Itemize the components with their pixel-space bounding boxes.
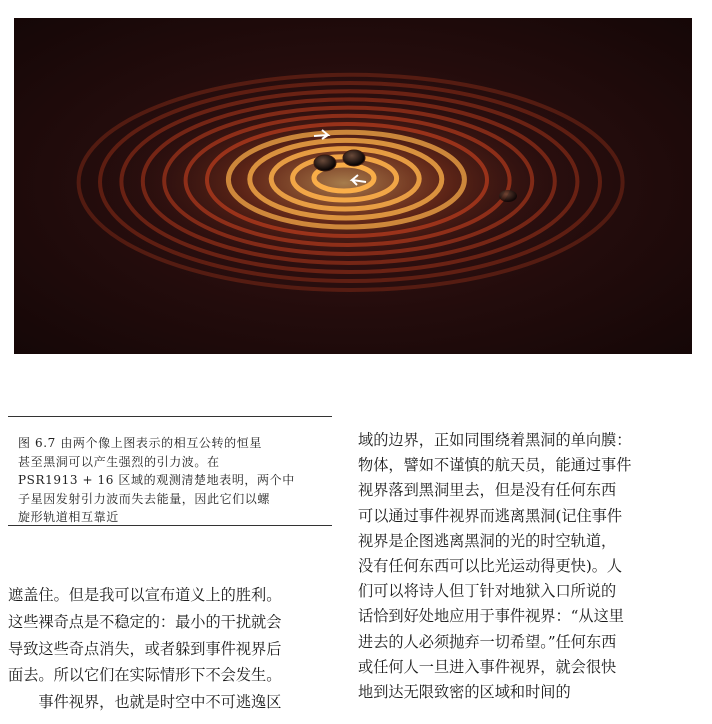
text-line: 进去的人必须抛弃一切希望。”任何东西: [358, 632, 617, 651]
text-line: 物体，譬如不谨慎的航天员，能通过事件: [358, 456, 632, 475]
caption-top-rule: [8, 416, 332, 417]
caption-line: 图 6.7 由两个像上图表示的相互公转的恒星: [18, 436, 262, 450]
body-text-right-column: [358, 428, 698, 705]
gravitational-wave-figure: [14, 18, 692, 354]
text-line: 视界是企图逃离黑洞的光的时空轨道，: [358, 531, 617, 550]
text-line: 域的边界，正如同围绕着黑洞的单向膜：: [358, 431, 632, 449]
caption-bottom-rule: [8, 525, 332, 526]
text-line: 事件视界，也就是时空中不可逃逸区: [8, 693, 282, 712]
caption-line: 甚至黑洞可以产生强烈的引力波。在: [18, 454, 220, 469]
text-line: 可以通过事件视界而逃离黑洞(记住事件: [358, 506, 623, 525]
text-line: 视界落到黑洞里去，但是没有任何东西: [358, 481, 617, 500]
caption-line: 子星因发射引力波而失去能量，因此它们以螺: [18, 491, 271, 506]
figure-caption-box: [8, 416, 332, 526]
star-left: [314, 155, 336, 171]
text-line: 面去。所以它们在实际情形下不会发生。: [8, 666, 282, 685]
figure-caption: [18, 434, 326, 527]
text-line: 没有任何东西可以比光运动得更快)。人: [358, 557, 623, 576]
body-text-left-column: [8, 582, 338, 716]
star-right: [343, 150, 365, 166]
text-line: 遮盖住。但是我可以宣布道义上的胜利。: [8, 586, 282, 604]
text-line: 地到达无限致密的区域和时间的: [358, 683, 571, 702]
spiral-waves-image: [14, 18, 692, 354]
caption-line: 旋形轨道相互靠近: [18, 510, 119, 524]
text-line: 导致这些奇点消失，或者躲到事件视界后: [8, 639, 282, 658]
text-line: 话恰到好处地应用于事件视界：“从这里: [358, 607, 624, 626]
distant-object: [499, 190, 517, 202]
caption-line: PSR1913 + 16 区域的观测清楚地表明，两个中: [18, 473, 295, 487]
text-line: 或任何人一旦进入事件视界，就会很快: [358, 657, 617, 676]
text-line: 们可以将诗人但丁针对地狱入口所说的: [358, 582, 617, 601]
text-line: 这些裸奇点是不稳定的：最小的干扰就会: [8, 612, 282, 631]
